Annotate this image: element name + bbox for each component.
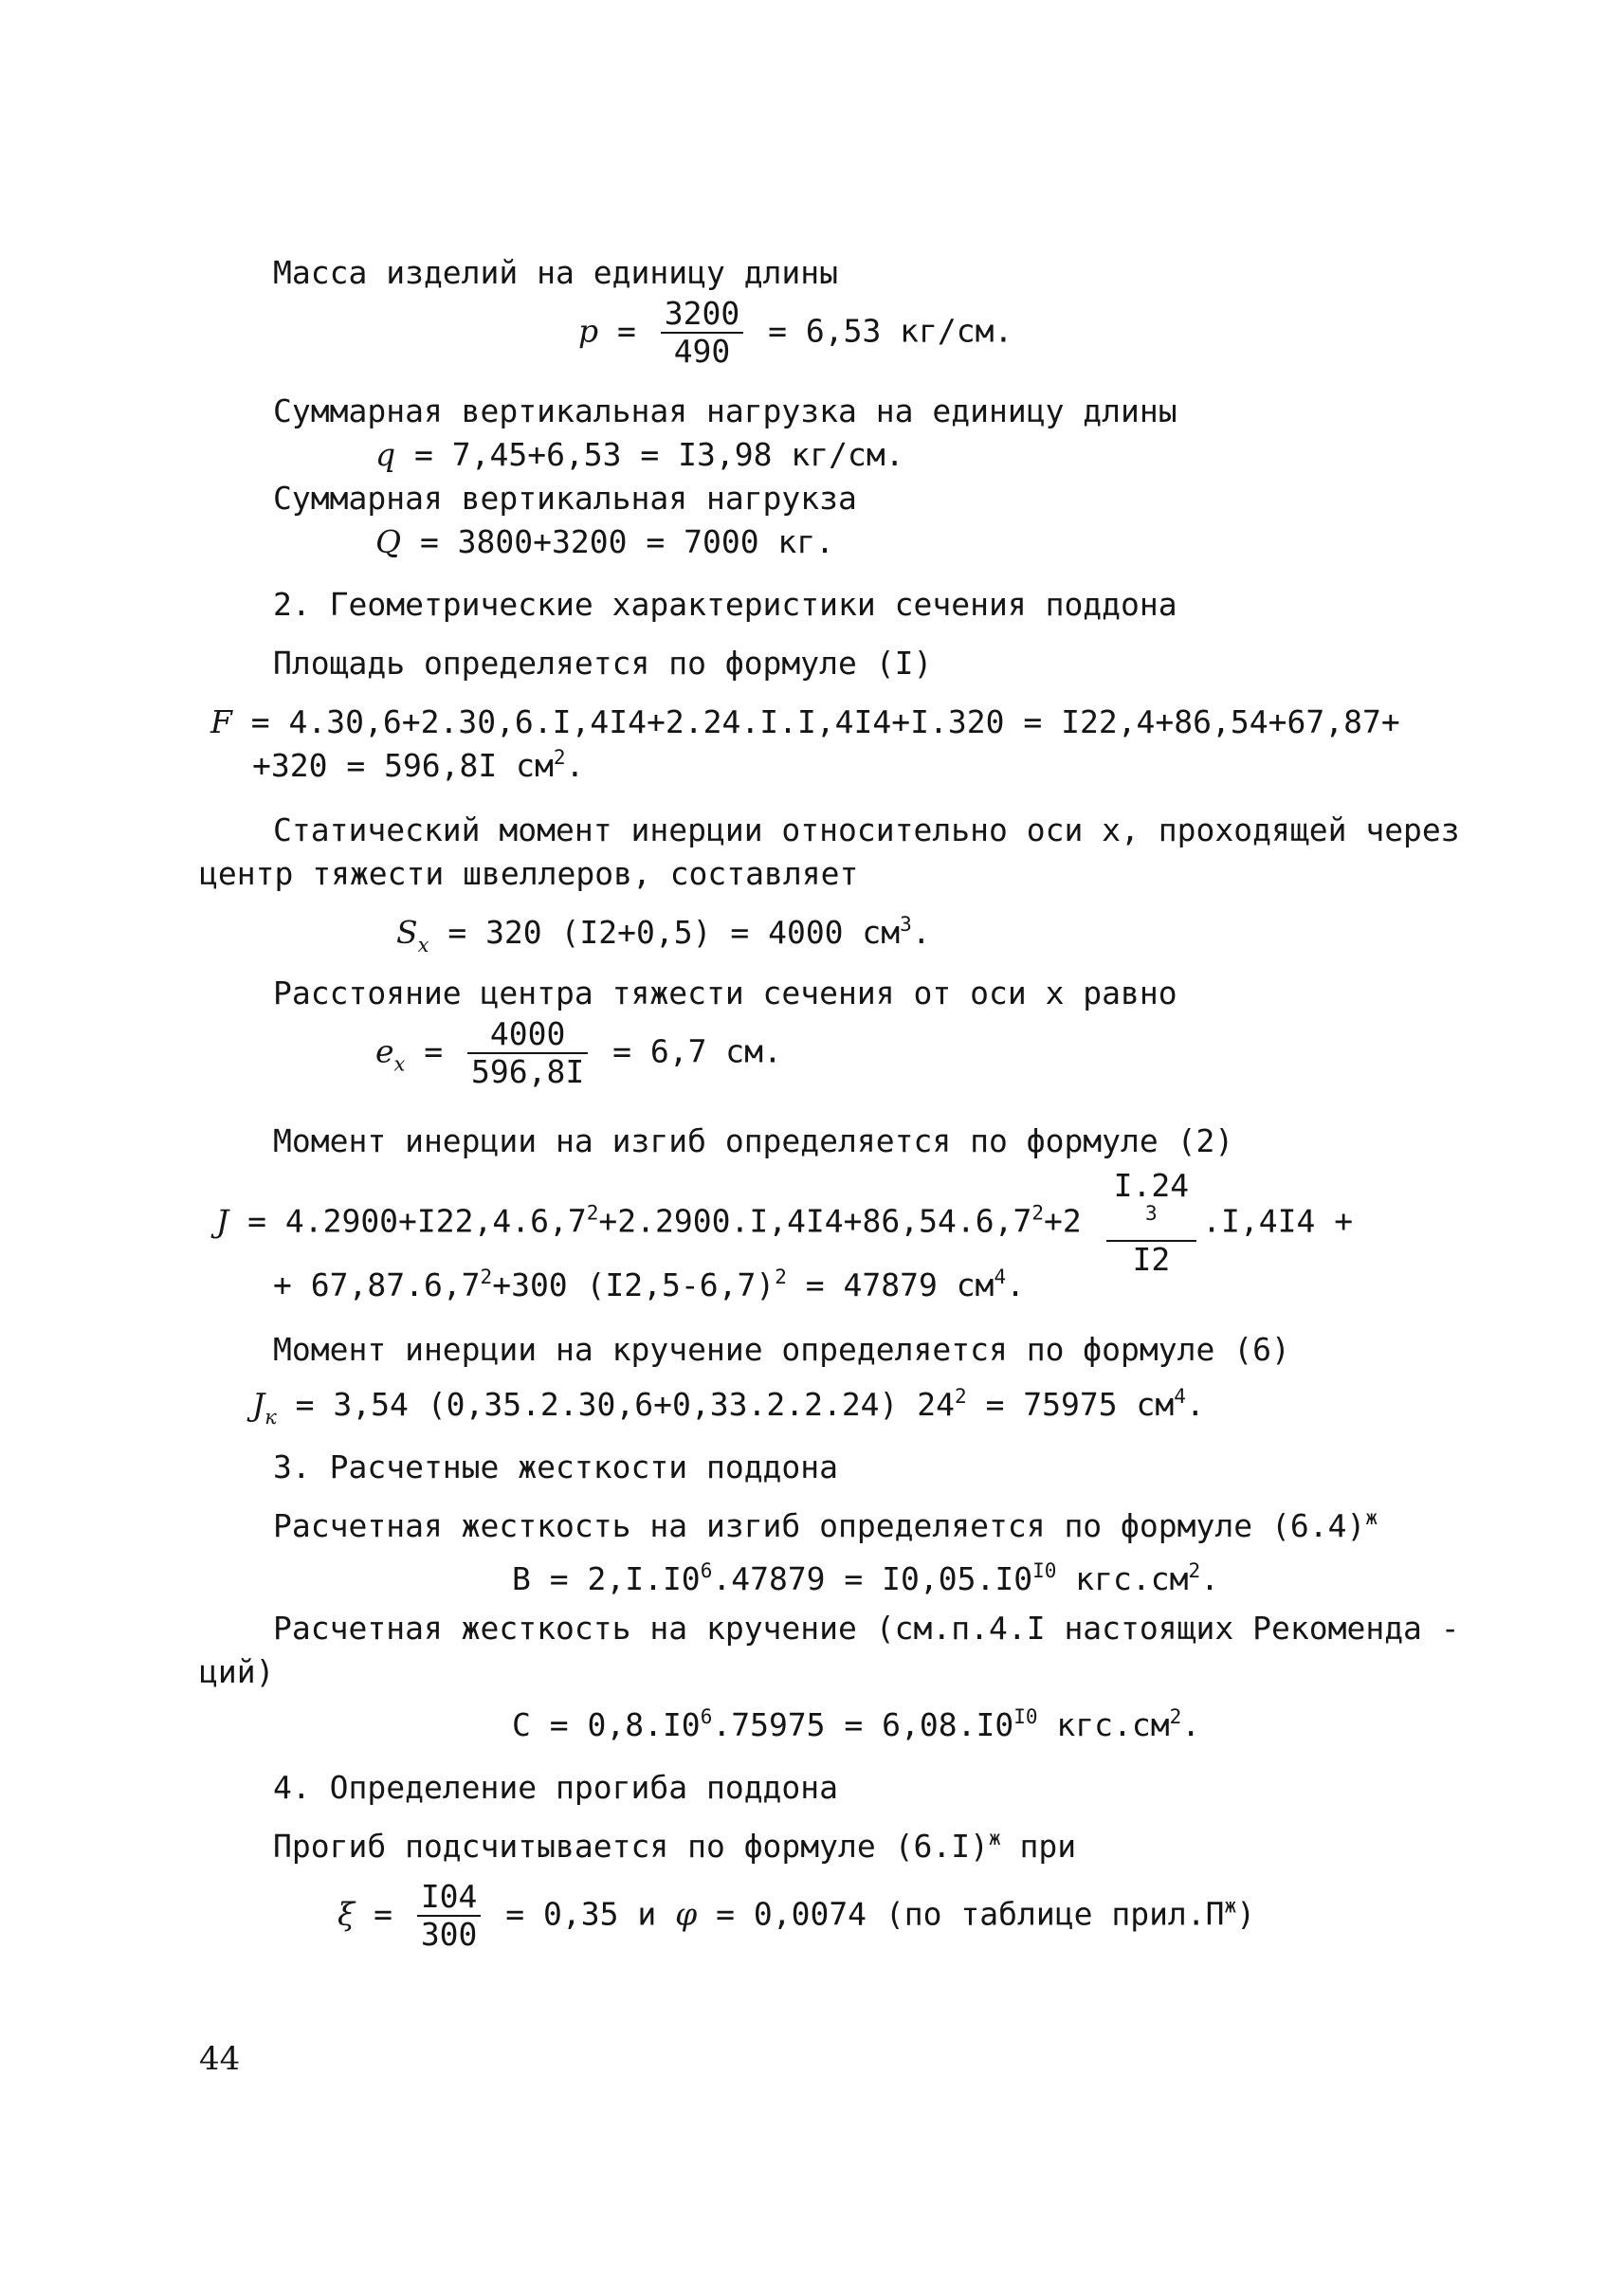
section-3-heading: 3. Расчетные жесткости поддона xyxy=(273,1448,839,1485)
deflection-label: Прогиб подсчитывается по формуле $(6.I)^ж$ при xyxy=(273,1827,1077,1865)
page-number: 44 xyxy=(199,2040,241,2078)
Jk-formula: $J_к = 3,54$ (0,35.2.30,6+0,33.2.2.24) $24^2 = 75975$ $см^4$. xyxy=(252,1385,1205,1429)
bending-stiffness-label: Расчетная жесткость на изгиб определяется по формуле $(6.4)^ж$ xyxy=(273,1506,1378,1544)
static-moment-line-2: центр тяжести швеллеров, составляет xyxy=(199,855,859,892)
J-formula-line-1: $J = 4.2900+I22,4.6,7^2+2.2900.I,4I4+86,54.6,7^2+2$ I.24 $^3$ I2 .I,4I4 + xyxy=(216,1167,1354,1278)
distance-label: Расстояние центра тяжести сечения от оси х равно xyxy=(273,974,1177,1011)
torsion-stiffness-line-1: Расчетная жесткость на кручение (см.п.4.I настоящих Рекоменда - xyxy=(273,1610,1460,1647)
sum-vertical-label-2: Суммарная вертикальная нагрукза xyxy=(273,480,857,517)
xi-phi-formula: ξ = $\frac{I04}{300}$ = 0,35 и φ = 0,0074 (по таблице $прил.П^ж$) xyxy=(338,1878,1256,1953)
torsion-label: Момент инерции на кручение определяется по формуле (6) xyxy=(273,1331,1290,1368)
F-formula-line-1: F = 4.30,6+2.30,6.I,4I4+2.24.I.I,4I4+I.320 = I22,4+86,54+67,87+ xyxy=(210,703,1400,740)
Sx-formula: $S_x = 320$ (I2+0,5) = 4000 $см^3$. xyxy=(396,913,931,956)
bending-label: Момент инерции на изгиб определяется по формуле (2) xyxy=(273,1122,1234,1159)
section-4-heading: 4. Определение прогиба поддона xyxy=(273,1769,839,1806)
mass-label: Масса изделий на единицу длины xyxy=(273,254,839,291)
J-fraction: I.24 $^3$ I2 xyxy=(1106,1168,1196,1278)
C-formula: $C = 0,8.I0^6.75975 = 6,08.I0^{I0}$ $кгс.см^2$. xyxy=(512,1705,1201,1743)
area-label: Площадь определяется по формуле (I) xyxy=(273,645,933,682)
Q-formula: Q = 3800+3200 = 7000 кг. xyxy=(375,523,835,560)
static-moment-line-1: Статический момент инерции относительно оси х, проходящей через xyxy=(273,811,1460,848)
sum-vertical-label: Суммарная вертикальная нагрузка на единицу длины xyxy=(273,392,1177,429)
q-formula: q = 7,45+6,53 = I3,98 кг/см. xyxy=(375,436,904,473)
B-formula: $B = 2,I.I0^6.47879 = I0,05.I0^{I0}$ $кгс.см^2$. xyxy=(512,1559,1220,1597)
xi-fraction: $\frac{I04}{300}$ xyxy=(417,1879,482,1953)
ex-fraction: $\frac{4000}{596,8I}$ xyxy=(467,1016,588,1090)
ex-formula: $e_x$ = $\frac{4000}{596,8I}$ = 6,7 см. xyxy=(375,1015,782,1090)
J-formula-line-2: + $67,87.6,7^2+300$ $(I2,5-6,7)^2 = 47879$ $см^4$. xyxy=(273,1266,1025,1303)
torsion-stiffness-line-2: ций) xyxy=(199,1653,275,1690)
p-fraction: $\frac{3200}{490}$ xyxy=(661,296,743,370)
p-formula: p = $\frac{3200}{490}$ = 6,53 кг/см. xyxy=(578,295,1013,370)
F-formula-line-2: +320 = 596,8I $см^2$. xyxy=(252,746,585,784)
section-2-heading: 2. Геометрические характеристики сечения поддона xyxy=(273,586,1177,623)
